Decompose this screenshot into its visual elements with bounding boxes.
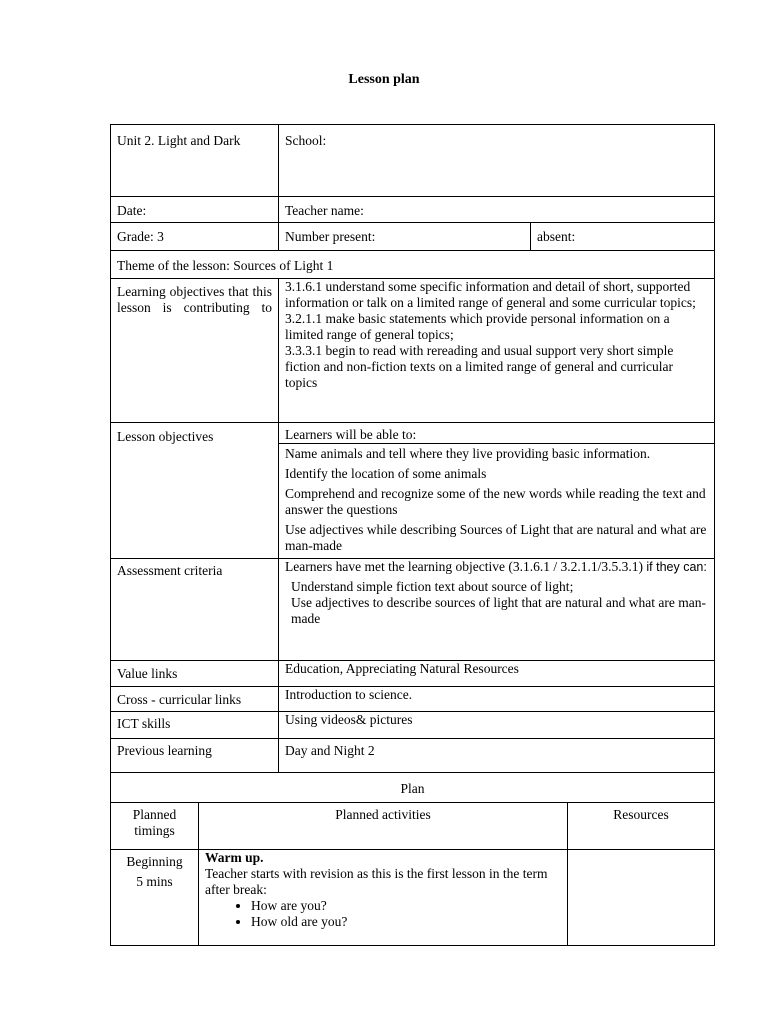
lesson-objective-item: Use adjectives while describing Sources of Light that are natural and what are man-made [285, 522, 707, 553]
absent-cell: absent: [531, 223, 715, 251]
activity-bullets [205, 898, 561, 930]
learning-objective-item: 3.1.6.1 understand some specific information and detail of short, supported information or talk on a limited range of general and some curricular topics; [285, 279, 696, 310]
planned-activities-header: Planned activities [199, 803, 568, 850]
learning-objectives-label [111, 279, 279, 423]
value-links-value: Education, Appreciating Natural Resources [279, 661, 715, 687]
stage-time: 5 mins [136, 874, 173, 889]
previous-learning-value: Day and Night 2 [279, 739, 715, 773]
lesson-objectives-list [279, 443, 714, 554]
school-cell: School: [279, 125, 715, 197]
list-item: • How are you? [251, 898, 561, 914]
lesson-info-table [110, 124, 715, 773]
learning-objective-item: 3.2.1.1 make basic statements which provide personal information on a limited range of general topics; [285, 311, 670, 342]
assessment-label: Assessment criteria [111, 559, 279, 661]
cross-curricular-label: Cross - curricular links [111, 687, 279, 712]
resources-header: Resources [568, 803, 715, 850]
ict-skills-label: ICT skills [111, 712, 279, 739]
number-present-cell: Number present: [279, 223, 531, 251]
lesson-objectives-cell [279, 423, 715, 559]
learning-objective-item: 3.3.3.1 begin to read with rereading and usual support very short simple fiction and non-fiction texts on a limited range of general and curricular topics [285, 343, 674, 390]
activity-cell [199, 850, 568, 946]
teacher-cell: Teacher name: [279, 197, 715, 223]
learning-objectives-label-text: Learning objectives that this lesson is contributing to [117, 284, 272, 315]
cross-curricular-value: Introduction to science. [279, 687, 715, 712]
value-links-label: Value links [111, 661, 279, 687]
lesson-objective-item: Comprehend and recognize some of the new words while reading the text and answer the questions [285, 486, 706, 517]
assessment-intro-tail: if they can: [646, 560, 707, 574]
assessment-intro [285, 559, 708, 575]
learning-objectives-list [279, 279, 715, 423]
activity-title: Warm up. [205, 850, 264, 865]
stage-name: Beginning [126, 854, 183, 869]
date-cell: Date: [111, 197, 279, 223]
lesson-objectives-label: Lesson objectives [111, 423, 279, 559]
previous-learning-label: Previous learning [111, 739, 279, 773]
assessment-intro-text: Learners have met the learning objective (3.1.6.1 / 3.2.1.1/3.5.3.1) [285, 559, 644, 574]
assessment-item: Use adjectives to describe sources of light that are natural and what are man-made [291, 595, 706, 626]
plan-table [110, 772, 715, 946]
grade-cell: Grade: 3 [111, 223, 279, 251]
assessment-cell [279, 559, 715, 661]
assessment-item: Understand simple fiction text about source of light; [291, 579, 574, 594]
unit-cell: Unit 2. Light and Dark [111, 125, 279, 197]
list-item: • How old are you? [251, 914, 561, 930]
theme-cell: Theme of the lesson: Sources of Light 1 [111, 251, 715, 279]
document-title: Lesson plan [348, 72, 420, 87]
plan-heading: Plan [111, 773, 715, 803]
lesson-objectives-intro: Learners will be able to: [285, 427, 417, 442]
stage-cell [111, 850, 199, 946]
lesson-objective-item: Name animals and tell where they live providing basic information. [285, 446, 651, 461]
ict-skills-value: Using videos& pictures [279, 712, 715, 739]
resources-cell [568, 850, 715, 946]
activity-text: Teacher starts with revision as this is the first lesson in the term after break: [205, 866, 548, 897]
lesson-objective-item: Identify the location of some animals [285, 466, 487, 481]
planned-timings-header: Planned timings [111, 803, 199, 850]
